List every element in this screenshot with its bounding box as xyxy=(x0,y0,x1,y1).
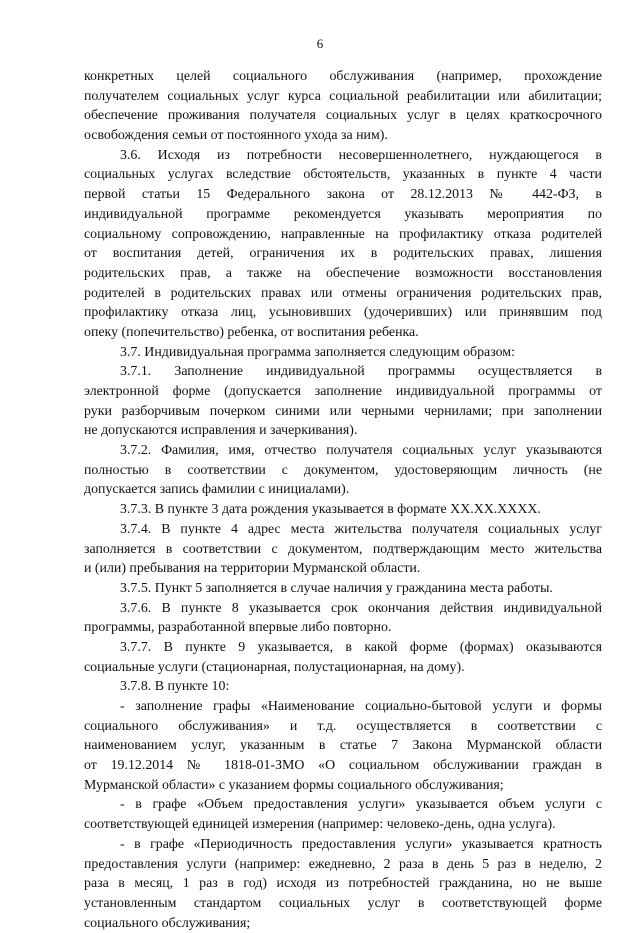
text-line: конкретных целей социального обслуживания (например, прохождение xyxy=(84,69,602,84)
text-line: 3.7.1. Заполнение индивидуальной программы осуществляется в xyxy=(120,364,602,380)
text-line: социального обслуживания; xyxy=(84,915,251,931)
text-line: родительских прав, а также на обеспечение возможности восстановления xyxy=(84,265,602,281)
text-line: освобождения семьи от постоянного ухода за ним). xyxy=(84,128,388,144)
text-line: наименованием услуг, указанным в статье 7 Закона Мурманской области xyxy=(84,738,602,754)
text-line: раза в месяц, 1 раз в год) исходя из потребностей гражданина, но не выше xyxy=(84,876,602,892)
text-line: программы, разработанной впервые либо повторно. xyxy=(84,620,392,636)
text-line: - в графе «Периодичность предоставления услуги» указывается кратность xyxy=(120,836,602,852)
text-line: предоставления услуги (например: ежедневно, 2 раза в день 5 раз в неделю, 2 xyxy=(84,856,602,872)
text-line: руки разборчивым почерком синими или черными чернилами; при заполнении xyxy=(84,403,602,419)
text-line: получателем социальных услуг курса социальной реабилитации или абилитации; xyxy=(84,88,602,104)
text-line: и (или) пребывания на территории Мурманской области. xyxy=(84,561,421,577)
text-line: - в графе «Объем предоставления услуги» указывается объем услуги с xyxy=(120,797,602,813)
text-line: первой статьи 15 Федерального закона от 28.12.2013 № 442-ФЗ, в xyxy=(84,187,602,203)
text-line: опеку (попечительство) ребенка, от воспитания ребенка. xyxy=(84,324,419,340)
text-line: 3.7.4. В пункте 4 адрес места жительства получателя социальных услуг xyxy=(120,521,602,537)
text-line: соответствующей единицей измерения (например: человеко-день, одна услуга). xyxy=(84,817,556,833)
text-line: 3.7.5. Пункт 5 заполняется в случае наличия у гражданина места работы. xyxy=(120,580,553,596)
text-line: 3.6. Исходя из потребности несовершеннолетнего, нуждающегося в xyxy=(120,147,602,163)
text-line: социальному сопровождению, направленные на профилактику отказа родителей xyxy=(84,226,602,242)
text-line: от воспитания детей, ограничения их в родительских правах, лишения xyxy=(84,246,602,262)
text-line: 3.7.8. В пункте 10: xyxy=(120,679,230,695)
text-line: индивидуальной программе рекомендуется указывать мероприятия по xyxy=(84,206,602,222)
text-line: 3.7.3. В пункте 3 дата рождения указывается в формате XX.XX.XXXX. xyxy=(120,502,541,518)
text-line: обеспечение проживания получателя социальных услуг в целях краткосрочного xyxy=(84,108,602,124)
text-line: полностью в соответствии с документом, удостоверяющим личность (не xyxy=(84,462,602,478)
text-line: - заполнение графы «Наименование социально-бытовой услуги и формы xyxy=(120,699,602,714)
page-number: 6 xyxy=(316,36,324,51)
text-line: социальных услугах вследствие обстоятельств, указанных в пункте 4 части xyxy=(84,167,602,183)
document-body xyxy=(84,67,602,933)
text-line: заполняется в соответствии с документом, подтверждающим место жительства xyxy=(84,541,602,557)
text-line: профилактику отказа лиц, усыновивших (удочеривших) или принявшим под xyxy=(84,305,602,321)
text-line: 3.7. Индивидуальная программа заполняется следующим образом: xyxy=(120,344,515,360)
text-line: установленным стандартом социальных услуг в соответствующей форме xyxy=(84,895,602,911)
text-line: Мурманской области» с указанием формы социального обслуживания; xyxy=(84,777,504,793)
text-line: 3.7.7. В пункте 9 указывается, в какой форме (формах) оказываются xyxy=(120,639,602,655)
text-line: 3.7.2. Фамилия, имя, отчество получателя социальных услуг указываются xyxy=(120,443,602,459)
text-line: электронной форме (допускается заполнение индивидуальной программы от xyxy=(84,384,602,399)
text-line: допускается запись фамилии с инициалами). xyxy=(84,482,350,498)
text-line: не допускаются исправления и зачеркивания). xyxy=(84,423,358,439)
text-line: социального обслуживания» и т.д. осуществляется в соответствии с xyxy=(84,718,602,734)
text-line: от 19.12.2014 № 1818-01-ЗМО «О социальном обслуживании граждан в xyxy=(84,758,602,774)
text-line: родителей в родительских правах или отмены ограничения родительских прав, xyxy=(84,285,602,301)
text-line: социальные услуги (стационарная, полустационарная, на дому). xyxy=(84,659,465,675)
text-line: 3.7.6. В пункте 8 указывается срок окончания действия индивидуальной xyxy=(120,600,602,616)
